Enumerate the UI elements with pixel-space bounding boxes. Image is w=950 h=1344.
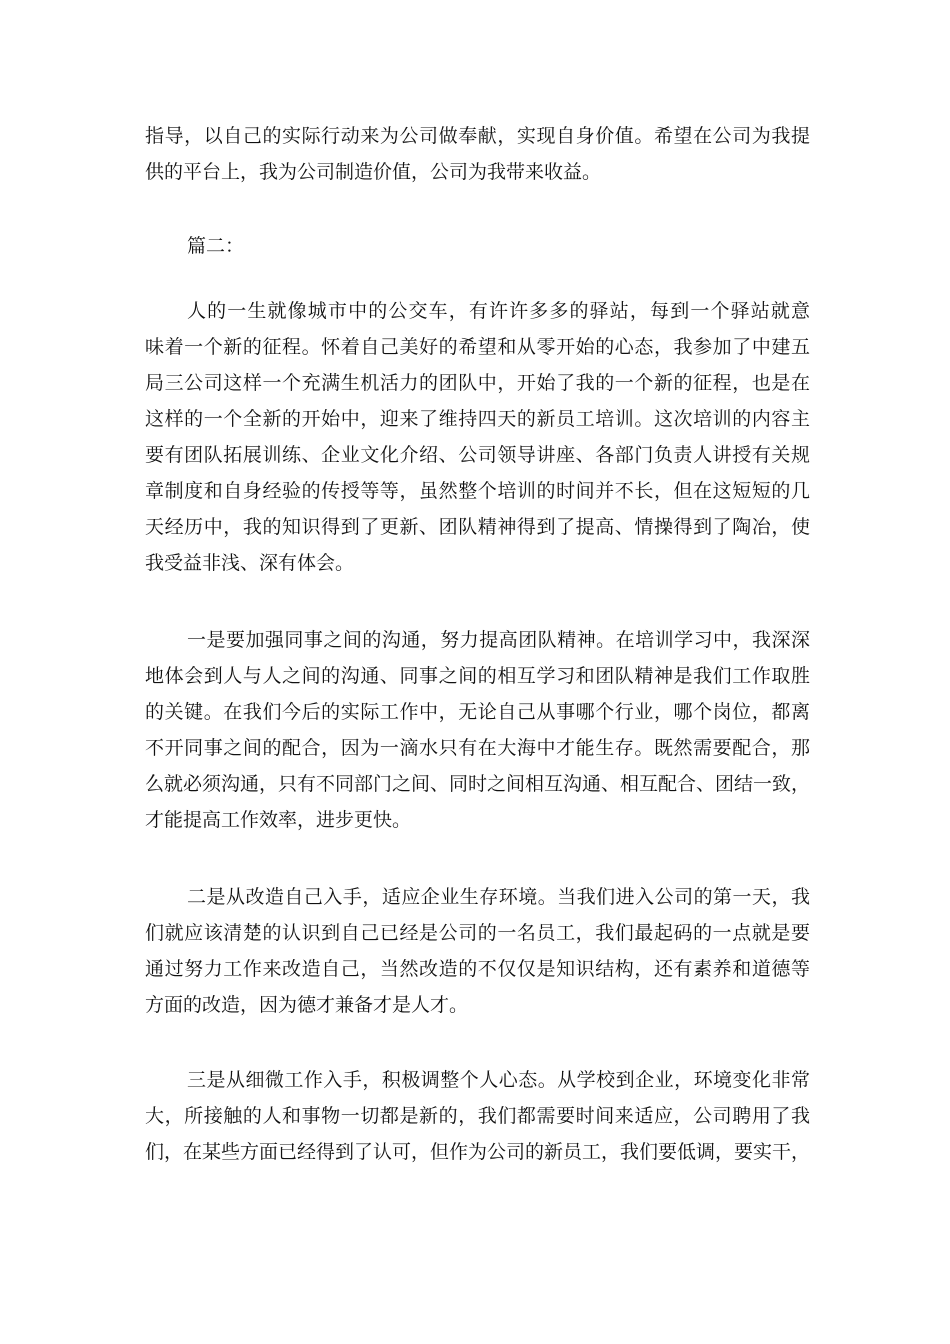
paragraph-2-line-2: 味着一个新的征程。怀着自己美好的希望和从零开始的心态，我参加了中建五 xyxy=(145,336,810,358)
paragraph-2-line-8: 我受益非浅、深有体会。 xyxy=(145,552,355,574)
paragraph-3-line-1: 一是要加强同事之间的沟通，努力提高团队精神。在培训学习中，我深深 xyxy=(187,629,810,651)
paragraph-3 xyxy=(145,622,810,838)
paragraph-5-line-3: 们，在某些方面已经得到了认可，但作为公司的新员工，我们要低调，要实干， xyxy=(145,1141,810,1163)
paragraph-1-line-1: 指导，以自己的实际行动来为公司做奉献，实现自身价值。希望在公司为我提 xyxy=(145,125,810,147)
paragraph-4-line-4: 方面的改造，因为德才兼备才是人才。 xyxy=(145,994,469,1016)
paragraph-4-line-3: 通过努力工作来改造自己，当然改造的不仅仅是知识结构，还有素养和道德等 xyxy=(145,958,810,980)
paragraph-2-line-4: 这样的一个全新的开始中，迎来了维持四天的新员工培训。这次培训的内容主 xyxy=(145,408,810,430)
paragraph-1 xyxy=(145,118,810,190)
paragraph-3-line-6: 才能提高工作效率，进步更快。 xyxy=(145,809,412,831)
paragraph-2-line-3: 局三公司这样一个充满生机活力的团队中，开始了我的一个新的征程，也是在 xyxy=(145,372,810,394)
paragraph-3-line-3: 的关键。在我们今后的实际工作中，无论自己从事哪个行业，哪个岗位，都离 xyxy=(145,701,810,723)
paragraph-2-line-1: 人的一生就像城市中的公交车，有许许多多的驿站，每到一个驿站就意 xyxy=(187,300,810,322)
paragraph-4-line-1: 二是从改造自己入手，适应企业生存环境。当我们进入公司的第一天，我 xyxy=(187,886,810,908)
section-heading-text: 篇二： xyxy=(187,235,245,257)
paragraph-5-line-1: 三是从细微工作入手，积极调整个人心态。从学校到企业，环境变化非常 xyxy=(187,1069,810,1091)
paragraph-5-line-2: 大，所接触的人和事物一切都是新的，我们都需要时间来适应，公司聘用了我 xyxy=(145,1105,810,1127)
paragraph-1-line-2: 供的平台上，我为公司制造价值，公司为我带来收益。 xyxy=(145,161,602,183)
paragraph-5 xyxy=(145,1062,810,1170)
paragraph-4 xyxy=(145,879,810,1023)
paragraph-2-line-5: 要有团队拓展训练、企业文化介绍、公司领导讲座、各部门负责人讲授有关规 xyxy=(145,444,810,466)
paragraph-2 xyxy=(145,293,810,581)
paragraph-3-line-5: 么就必须沟通，只有不同部门之间、同时之间相互沟通、相互配合、团结一致， xyxy=(145,773,810,795)
paragraph-2-line-7: 天经历中，我的知识得到了更新、团队精神得到了提高、情操得到了陶冶，使 xyxy=(145,516,810,538)
section-heading xyxy=(145,228,810,264)
paragraph-4-line-2: 们就应该清楚的认识到自己已经是公司的一名员工，我们最起码的一点就是要 xyxy=(145,922,810,944)
paragraph-2-line-6: 章制度和自身经验的传授等等，虽然整个培训的时间并不长，但在这短短的几 xyxy=(145,480,810,502)
paragraph-3-line-4: 不开同事之间的配合，因为一滴水只有在大海中才能生存。既然需要配合，那 xyxy=(145,737,810,759)
paragraph-3-line-2: 地体会到人与人之间的沟通、同事之间的相互学习和团队精神是我们工作取胜 xyxy=(145,665,810,687)
